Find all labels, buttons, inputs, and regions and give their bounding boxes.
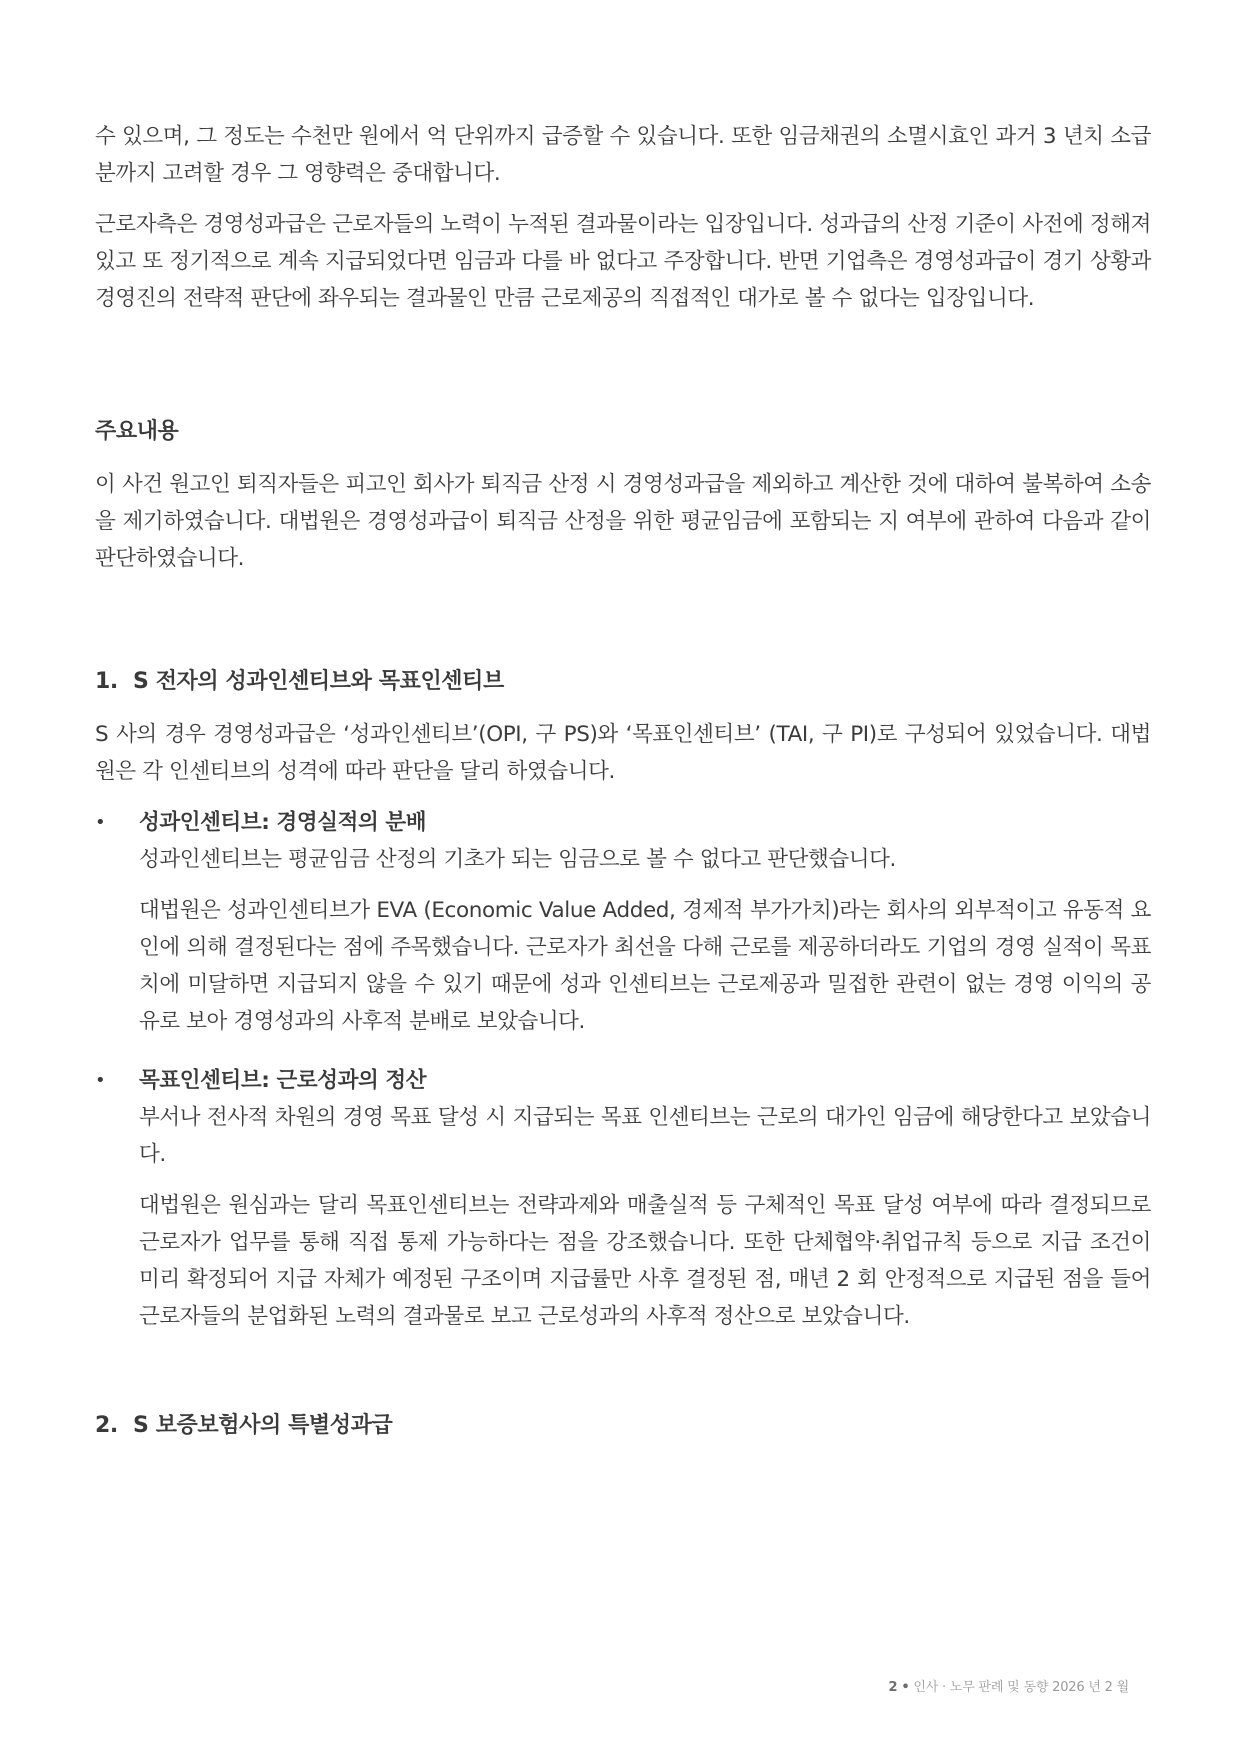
- page-number: 2: [888, 1680, 898, 1695]
- section-number: 2.: [95, 1413, 118, 1438]
- page-footer: [889, 1676, 1129, 1695]
- bullet-title: 성과인센티브: 경영실적의 분배: [139, 810, 427, 835]
- footer-separator: •: [901, 1680, 910, 1695]
- bullet-title: 목표인센티브: 근로성과의 정산: [139, 1068, 427, 1093]
- section-title: S 전자의 성과인센티브와 목표인센티브: [133, 669, 504, 694]
- paragraph: 성과인센티브는 평균임금 산정의 기초가 되는 임금으로 볼 수 없다고 판단했습니다.: [139, 847, 896, 872]
- list-item: [95, 804, 1151, 1054]
- section-heading: 주요내용: [95, 419, 179, 444]
- paragraph: 부서나 전사적 차원의 경영 목표 달성 시 지급되는 목표 인센티브는 근로의 대가인 임금에 해당한다고 보았습니다.: [139, 1105, 1151, 1167]
- document-body: [95, 118, 1151, 1460]
- paragraph: 이 사건 원고인 퇴직자들은 피고인 회사가 퇴직금 산정 시 경영성과급을 제외하고 계산한 것에 대하여 불복하여 소송을 제기하였습니다. 대법원은 경영성과급이 퇴직금 산정을 위한 평균임금에 포함되는 지 여부에 관하여 다음과 같이 판단하였습니다.: [95, 472, 1151, 571]
- bullet-marker: •: [95, 1070, 106, 1091]
- paragraph: 수 있으며, 그 정도는 수천만 원에서 억 단위까지 급증할 수 있습니다. 또한 임금채권의 소멸시효인 과거 3 년치 소급분까지 고려할 경우 그 영향력은 중대합니다.: [95, 124, 1151, 186]
- section-number: 1.: [95, 669, 118, 694]
- section-1-heading: [95, 663, 1151, 700]
- bullet-marker: •: [95, 812, 106, 833]
- paragraph: 근로자측은 경영성과급은 근로자들의 노력이 누적된 결과물이라는 입장입니다. 성과급의 산정 기준이 사전에 정해져 있고 또 정기적으로 계속 지급되었다면 임금과 다를 바 없다고 주장합니다. 반면 기업측은 경영성과급이 경기 상황과 경영진의 전략적 판단에 좌우되는 결과물인 만큼 근로제공의 직접적인 대가로 볼 수 없다는 입장입니다.: [95, 212, 1151, 311]
- paragraph: S 사의 경우 경영성과급은 ‘성과인센티브’(OPI, 구 PS)와 ‘목표인센티브’ (TAI, 구 PI)로 구성되어 있었습니다. 대법원은 각 인센티브의 성격에 따라 판단을 달리 하였습니다.: [95, 722, 1151, 784]
- paragraph: 대법원은 성과인센티브가 EVA (Economic Value Added, 경제적 부가가치)라는 회사의 외부적이고 유동적 요인에 의해 결정된다는 점에 주목했습니다. 근로자가 최선을 다해 근로를 제공하더라도 기업의 경영 실적이 목표치에 미달하면 지급되지 않을 수 있기 때문에 성과 인센티브는 근로제공과 밀접한 관련이 없는 경영 이익의 공유로 보아 경영성과의 사후적 분배로 보았습니다.: [139, 898, 1151, 1034]
- section-2-heading: [95, 1407, 1151, 1444]
- paragraph: 대법원은 원심과는 달리 목표인센티브는 전략과제와 매출실적 등 구체적인 목표 달성 여부에 따라 결정되므로 근로자가 업무를 통해 직접 통제 가능하다는 점을 강조했습니다. 또한 단체협약·취업규칙 등으로 지급 조건이 미리 확정되어 지급 자체가 예정된 구조이며 지급률만 사후 결정된 점, 매년 2 회 안정적으로 지급된 점을 들어 근로자들의 분업화된 노력의 결과물로 보고 근로성과의 사후적 정산으로 보았습니다.: [139, 1193, 1151, 1329]
- list-item: [95, 1062, 1151, 1349]
- section-title: S 보증보험사의 특별성과급: [133, 1413, 393, 1438]
- footer-text: 인사 · 노무 판례 및 동향 2026 년 2 월: [913, 1680, 1129, 1695]
